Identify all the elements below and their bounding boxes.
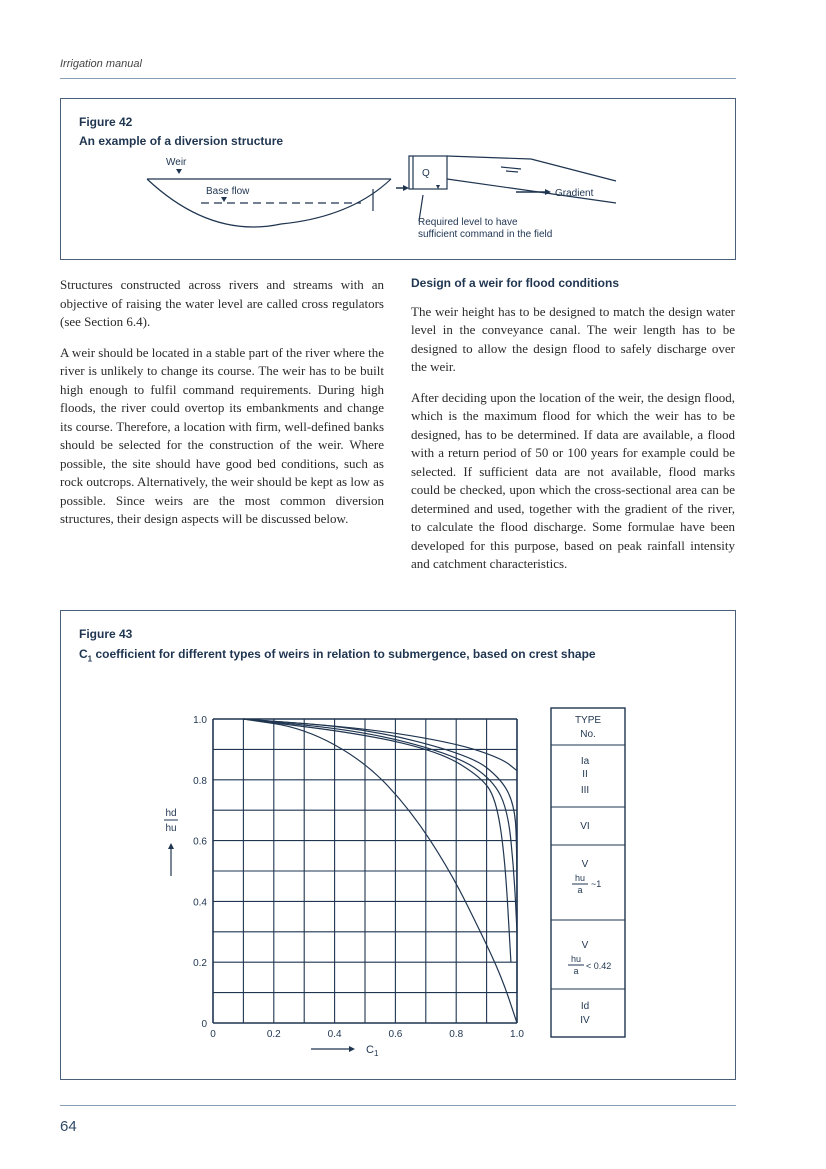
legend <box>551 708 625 1037</box>
legend-title-1: TYPE <box>574 715 602 726</box>
left-paragraph-2: A weir should be located in a stable part of the river where the river is unlikely to change its course. The weir has to be built high enough to fulfil command requirements. During high floods, the river could overtop its embankments and change its course. Therefore, a location with firm, well-defined banks should be selected for the construction of the weir. Where possible, the site should have good bed conditions, such as rock outcrops. Alternatively, the weir should be kept as low as possible. Since weirs are the most common diversion structures, their design aspects will be discussed below. <box>60 344 384 526</box>
curve-1 <box>243 719 517 771</box>
page-number: 64 <box>60 1118 77 1135</box>
x-tick-label: 0.2 <box>266 1029 281 1040</box>
figure-42-box <box>60 98 736 260</box>
gradient-label: Gradient <box>555 188 594 199</box>
required-level-label-1: Required level to have <box>418 217 518 228</box>
figure-43-number: Figure 43 <box>79 627 133 641</box>
base-flow-marker-icon <box>221 197 227 202</box>
y-label-num: hd <box>165 808 177 819</box>
x-tick-label: 0 <box>210 1029 216 1040</box>
y-tick-label: 0.6 <box>193 836 207 848</box>
legend-title-2: No. <box>580 729 596 740</box>
legend-row1-line1: Ia <box>580 756 590 767</box>
legend-row4-suffix: < 0.42 <box>586 961 612 971</box>
legend-row1-line2: II <box>582 769 588 780</box>
legend-row4-line1: V <box>581 940 589 951</box>
figure-42-number: Figure 42 <box>79 115 133 129</box>
legend-row4-frac-num: hu <box>570 954 582 964</box>
legend-row1-line3: III <box>580 785 590 796</box>
x-tick-label: 0.6 <box>388 1029 403 1040</box>
x-tick-label: 0.4 <box>327 1029 342 1040</box>
curve-4 <box>243 719 517 993</box>
header-rule <box>60 78 736 79</box>
running-title: Irrigation manual <box>60 58 142 70</box>
y-tick-label: 0.8 <box>193 775 207 787</box>
base-flow-label: Base flow <box>206 186 250 197</box>
x-tick-label: 1.0 <box>510 1029 524 1040</box>
y-arrow-icon <box>168 843 174 849</box>
footer-rule <box>60 1105 736 1106</box>
legend-row2-line1: VI <box>580 821 590 832</box>
required-level-label-2: sufficient command in the field <box>418 229 553 240</box>
y-tick-label: 1.0 <box>193 715 207 726</box>
x-arrow-icon <box>349 1046 355 1052</box>
legend-row3-line1: V <box>581 859 589 870</box>
curve-3 <box>243 719 517 932</box>
q-label: Q <box>422 168 430 179</box>
y-tick-label: 0.2 <box>193 958 207 970</box>
figure-43-caption: $C_1$ coefficient for different types of weirs in relation to submergence, based on crest shape <box>79 647 596 664</box>
c1-chart <box>61 611 735 1079</box>
y-tick-label: 0 <box>201 1019 207 1030</box>
legend-row4-frac-den: a <box>573 966 579 976</box>
x-tick-label: 0.8 <box>449 1029 464 1040</box>
legend-row3-frac-den: a <box>577 885 583 895</box>
y-label-den: hu <box>165 823 177 834</box>
right-paragraph-1: The weir height has to be designed to match the design water level in the conveyance canal. The weir length has to be designed to allow the design flood to safely discharge over the weir. <box>411 303 735 374</box>
figure-42-caption: An example of a diversion structure <box>79 134 284 148</box>
flow-arrow-icon <box>403 185 409 191</box>
legend-row5-line2: IV <box>580 1015 590 1026</box>
weir-label: Weir <box>166 157 187 168</box>
weir-marker-icon <box>176 169 182 174</box>
diversion-diagram <box>61 99 735 259</box>
legend-row3-frac-num: hu <box>574 873 586 883</box>
left-paragraph-1: Structures constructed across rivers and streams with an objective of raising the water level are called cross regulators (see Section 6.4). <box>60 277 384 329</box>
section-heading: Design of a weir for flood conditions <box>411 276 620 290</box>
left-column <box>60 276 384 541</box>
canal-bank-top <box>447 156 531 159</box>
legend-row5-line1: Id <box>580 1001 590 1012</box>
figure-43-box <box>60 610 736 1080</box>
x-label: $C_1$ <box>366 1044 379 1058</box>
right-column <box>411 274 735 586</box>
legend-row3-suffix: ~1 <box>591 879 602 889</box>
y-tick-label: 0.4 <box>193 897 207 909</box>
right-paragraph-2: After deciding upon the location of the weir, the design flood, which is the maximum flood for which the weir has to be designed, has to be determined. If data are available, a flood with a return period of 50 or 100 years for example could be selected. If sufficient data are not available, flood marks could be checked, upon which the cross-sectional area can be determined and used, together with the gradient of the river, to calculate the flood discharge. Some formulae have been developed for this purpose, based on peak rainfall intensity and catchment characteristics. <box>411 389 735 571</box>
